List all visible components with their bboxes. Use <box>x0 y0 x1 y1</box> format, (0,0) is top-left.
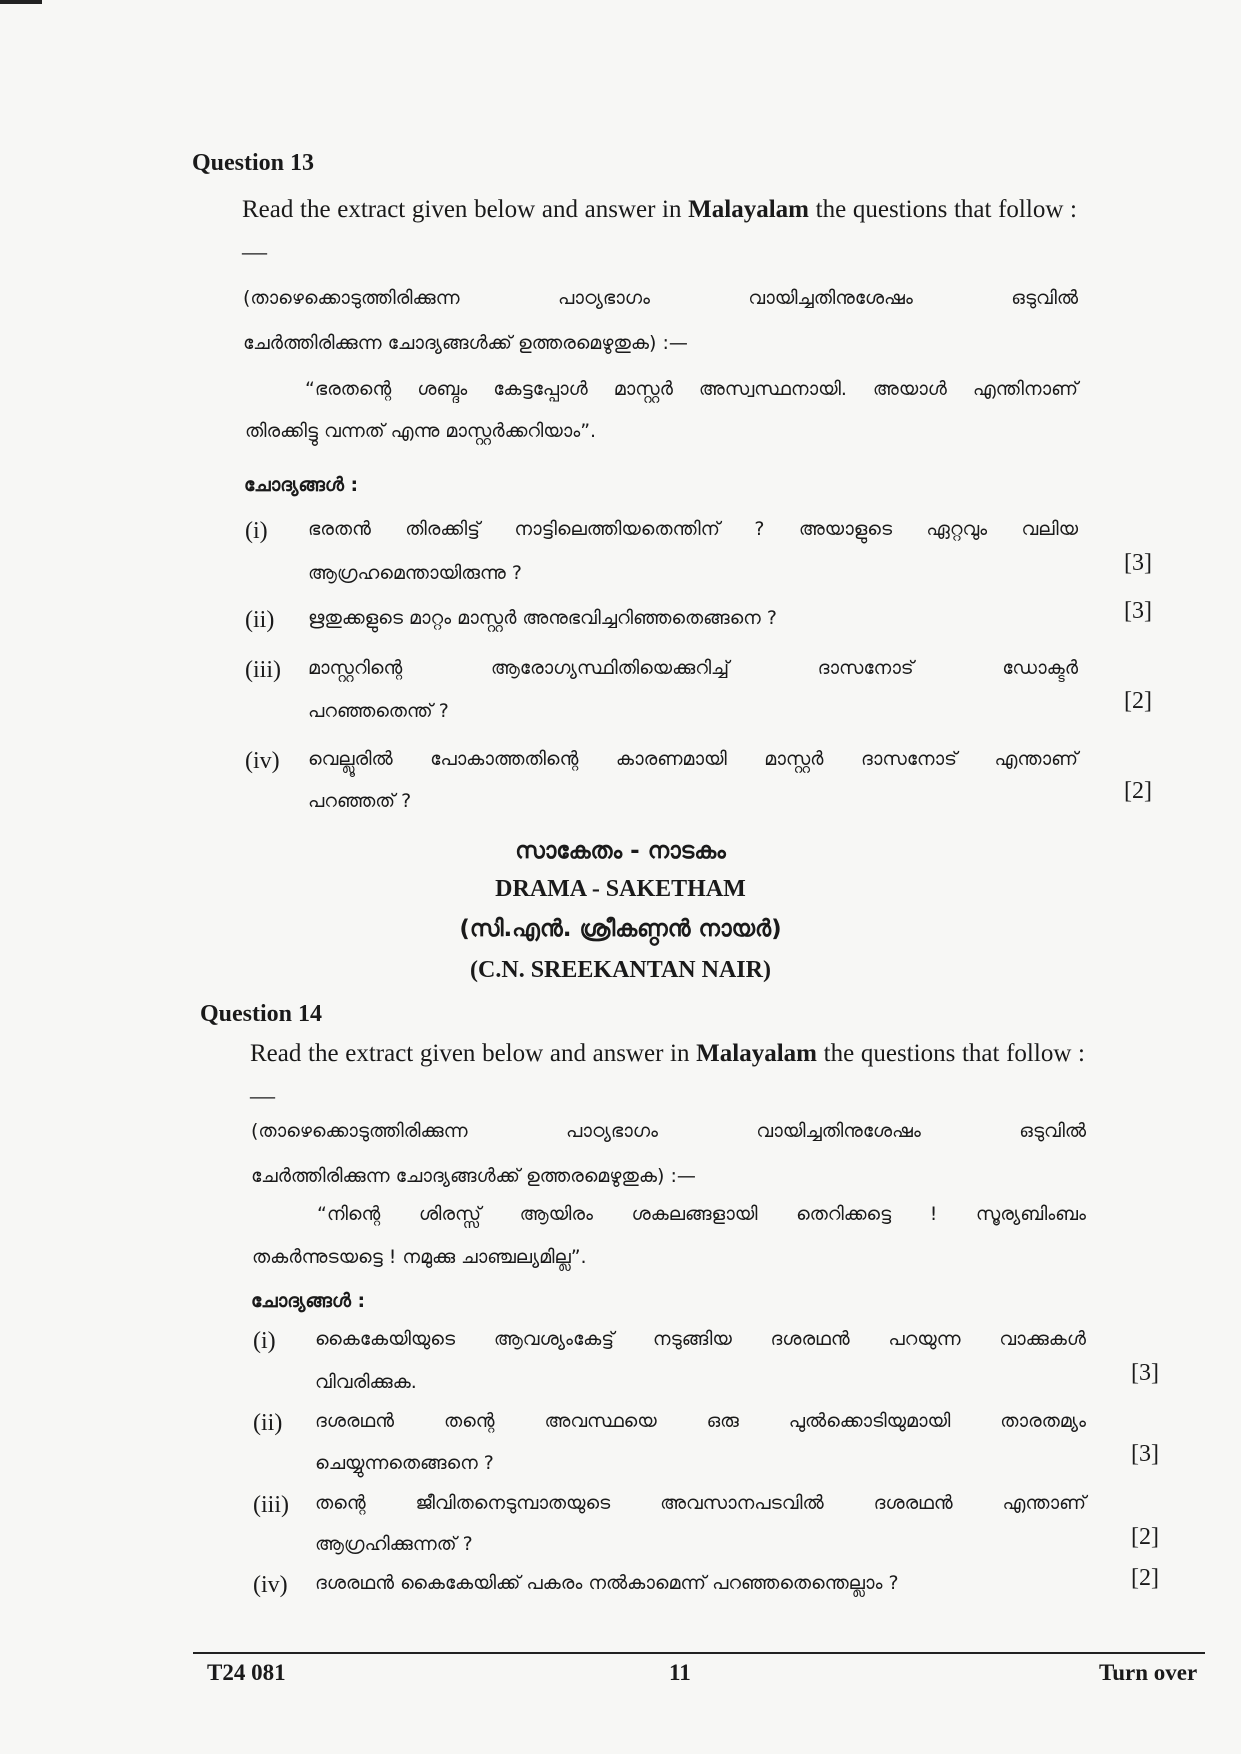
page-number: 11 <box>669 1660 691 1685</box>
q14-item-num: (i) <box>253 1328 276 1354</box>
q13-item-text-cont: ആഗ്രഹമെന്തായിരുന്നു ? <box>308 562 522 584</box>
q14-instruction: Read the extract given below and answer in Malayalam the questions that follow :— <box>250 1040 1085 1110</box>
q13-ml-instruction-1: (താഴെക്കൊടുത്തിരിക്കുന്ന പാഠ്യഭാഗം വായിച്ചതിനുശേഷം ഒടുവിൽ <box>243 287 1078 309</box>
q13-item-text-cont: പറഞ്ഞത് ? <box>308 790 412 812</box>
q14-item-num: (iii) <box>253 1492 289 1518</box>
q14-extract-line-2: തകർന്നുടയട്ടെ ! നമുക്കു ചാഞ്ചല്യമില്ല”. <box>252 1246 587 1268</box>
q14-item-text: ദശരഥൻ തന്റെ അവസ്ഥയെ ഒരു പുൽക്കൊടിയുമായി താരതമ്യം <box>315 1410 1086 1432</box>
q14-item-mark: [3] <box>1131 1441 1159 1467</box>
section-en-title: DRAMA - SAKETHAM <box>495 876 746 902</box>
q13-item-num: (iii) <box>245 657 281 683</box>
section-ml-author: (സി.എൻ. ശ്രീകണ്ഠൻ നായർ) <box>459 916 782 942</box>
q14-extract-line-1: “നിന്റെ ശിരസ്സ് ആയിരം ശകലങ്ങളായി തെറിക്കട്ടെ ! സൂര്യബിംബം <box>317 1203 1086 1225</box>
q14-item-num: (iv) <box>253 1572 288 1598</box>
q13-extract-line-1: “ഭരതന്റെ ശബ്ദം കേട്ടപ്പോൾ മാസ്റ്റർ അസ്വസ്ഥനായി. അയാൾ എന്തിനാണ് <box>305 378 1078 400</box>
q13-item-text: ഋതുക്കളുടെ മാറ്റം മാസ്റ്റർ അനുഭവിച്ചറിഞ്ഞതെങ്ങനെ ? <box>308 607 777 629</box>
q13-item-text-cont: പറഞ്ഞതെന്ത് ? <box>308 700 449 722</box>
q13-item-text: മാസ്റ്ററിന്റെ ആരോഗ്യസ്ഥിതിയെക്കുറിച്ച് ദാസനോട് ഡോക്ടർ <box>308 657 1078 679</box>
section-ml-title: സാകേതം - നാടകം <box>515 838 726 864</box>
q13-item-num: (iv) <box>245 748 280 774</box>
q14-item-text-cont: ആഗ്രഹിക്കുന്നത് ? <box>315 1533 473 1555</box>
footer-rule <box>193 1652 1205 1654</box>
section-en-author: (C.N. SREEKANTAN NAIR) <box>470 957 771 983</box>
q14-item-text: കൈകേയിയുടെ ആവശ്യംകേട്ട് നടുങ്ങിയ ദശരഥൻ പറയുന്ന വാക്കുകൾ <box>315 1328 1086 1350</box>
q13-item-mark: [2] <box>1124 778 1152 804</box>
q14-item-text: ദശരഥൻ കൈകേയിക്ക് പകരം നൽകാമെന്ന് പറഞ്ഞതെന്തെല്ലാം ? <box>315 1572 899 1594</box>
q14-ml-instruction-2: ചേർത്തിരിക്കുന്ന ചോദ്യങ്ങൾക്ക് ഉത്തരമെഴുതുക) :— <box>251 1165 696 1187</box>
q14-item-text-cont: ചെയ്യുന്നതെങ്ങനെ ? <box>315 1452 494 1474</box>
q13-item-mark: [3] <box>1124 550 1152 576</box>
q13-questions-heading: ചോദ്യങ്ങൾ : <box>244 474 359 496</box>
q13-item-text: വെല്ലൂരിൽ പോകാത്തതിന്റെ കാരണമായി മാസ്റ്റർ ദാസനോട് എന്താണ് <box>308 748 1078 770</box>
q14-item-text: തന്റെ ജീവിതനെടുമ്പാതയുടെ അവസാനപടവിൽ ദശരഥൻ എന്താണ് <box>315 1492 1086 1514</box>
q13-item-mark: [2] <box>1124 688 1152 714</box>
scan-artifact <box>0 0 42 4</box>
q14-item-num: (ii) <box>253 1410 283 1436</box>
q14-item-text-cont: വിവരിക്കുക. <box>315 1371 417 1393</box>
q14-item-mark: [2] <box>1131 1524 1159 1550</box>
paper-code: T24 081 <box>207 1660 286 1685</box>
q13-instruction: Read the extract given below and answer in Malayalam the questions that follow :— <box>242 196 1077 266</box>
q13-item-mark: [3] <box>1124 598 1152 624</box>
q14-item-mark: [3] <box>1131 1360 1159 1386</box>
turn-over-label: Turn over <box>1099 1660 1198 1685</box>
q14-questions-heading: ചോദ്യങ്ങൾ : <box>251 1290 366 1312</box>
q13-item-num: (i) <box>245 518 268 544</box>
q13-extract-line-2: തിരക്കിട്ടു വന്നത് എന്നു മാസ്റ്റർക്കറിയാം”. <box>245 420 597 442</box>
q13-item-num: (ii) <box>245 607 275 633</box>
q14-item-mark: [2] <box>1131 1565 1159 1591</box>
q13-item-text: ഭരതൻ തിരക്കിട്ട് നാട്ടിലെത്തിയതെന്തിന് ? അയാളുടെ ഏറ്റവും വലിയ <box>308 518 1078 540</box>
question-14-heading: Question 14 <box>200 1001 323 1027</box>
question-13-heading: Question 13 <box>192 150 315 176</box>
q14-ml-instruction-1: (താഴെക്കൊടുത്തിരിക്കുന്ന പാഠ്യഭാഗം വായിച്ചതിനുശേഷം ഒടുവിൽ <box>251 1120 1086 1142</box>
q13-ml-instruction-2: ചേർത്തിരിക്കുന്ന ചോദ്യങ്ങൾക്ക് ഉത്തരമെഴുതുക) :— <box>243 332 688 354</box>
